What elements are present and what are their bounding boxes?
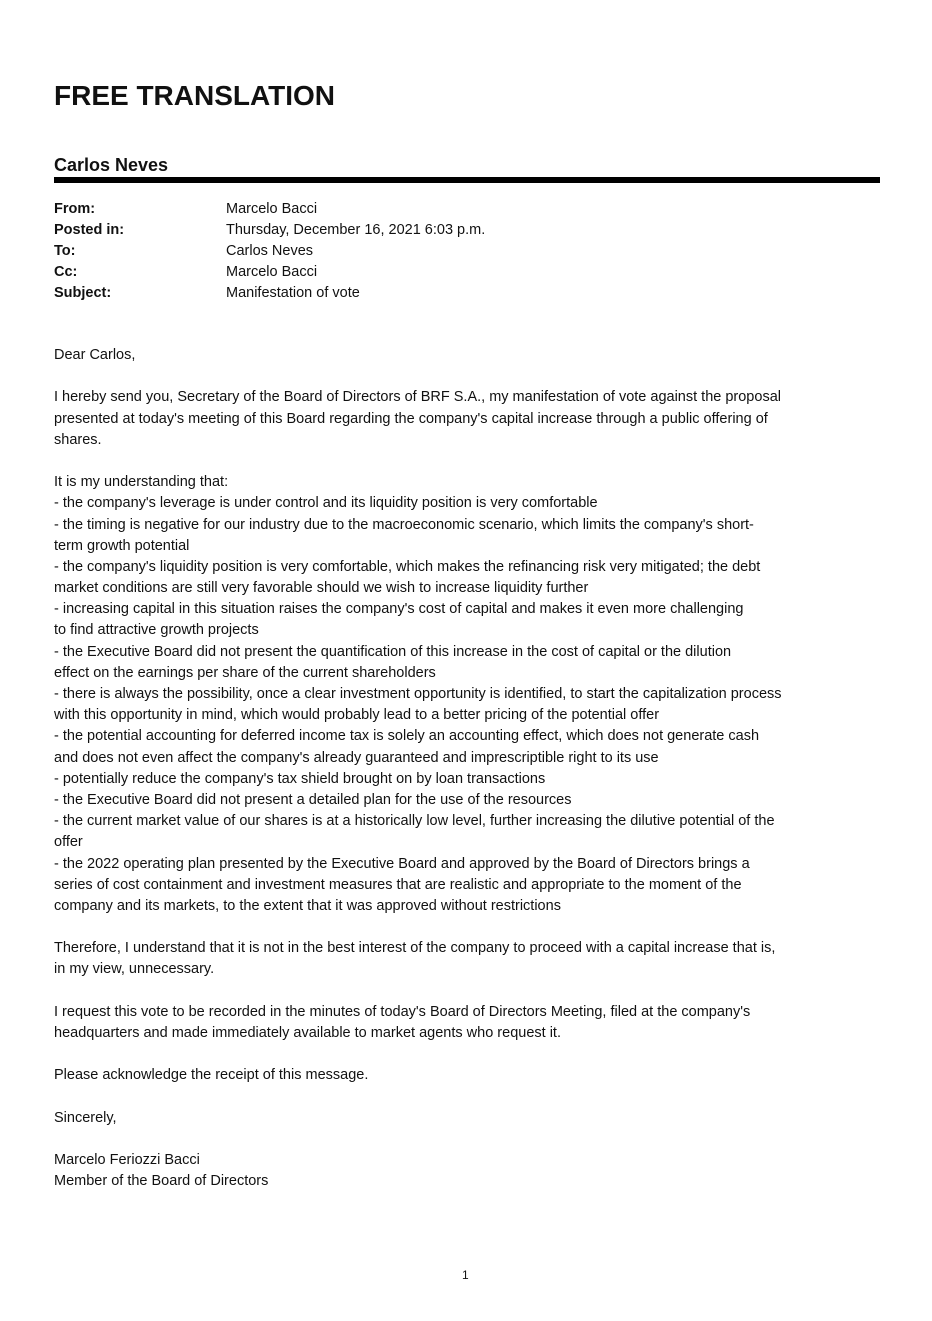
- text-line: - the company's leverage is under control and its liquidity position is very comfortable: [54, 495, 598, 512]
- header-label: To:: [54, 243, 76, 259]
- text-line: company and its markets, to the extent that it was approved without restrictions: [54, 897, 561, 914]
- text-line: Therefore, I understand that it is not in the best interest of the company to proceed with a capital increase that is,: [54, 940, 776, 957]
- text-line: - the 2022 operating plan presented by the Executive Board and approved by the Board of Directors brings a: [54, 855, 750, 872]
- heading-divider: [54, 177, 880, 183]
- header-value: Thursday, December 16, 2021 6:03 p.m.: [226, 222, 486, 238]
- text-line: - there is always the possibility, once a clear investment opportunity is identified, to start the capitalization process: [54, 686, 782, 702]
- email-header: [54, 199, 485, 304]
- text-line: term growth potential: [54, 537, 190, 554]
- request-paragraph: [54, 1002, 884, 1044]
- text-line: - the timing is negative for our industry due to the macroeconomic scenario, which limits the company's short-: [54, 516, 754, 533]
- text-line: - the company's liquidity position is very comfortable, which makes the refinancing risk very mitigated; the debt: [54, 558, 761, 575]
- text-line: - potentially reduce the company's tax shield brought on by loan transactions: [54, 770, 546, 787]
- text-line: I hereby send you, Secretary of the Board of Directors of BRF S.A., my manifestation of vote against the proposal: [54, 389, 781, 406]
- recipient-heading: Carlos Neves: [54, 155, 169, 175]
- text-line: offer: [54, 834, 83, 851]
- text-line: presented at today's meeting of this Board regarding the company's capital increase through a public offering of: [54, 410, 768, 427]
- understanding-heading: It is my understanding that:: [54, 474, 229, 491]
- text-line: - the Executive Board did not present the quantification of this increase in the cost of capital or the dilution: [54, 643, 732, 660]
- header-from: [54, 199, 485, 220]
- intro-paragraph: [54, 387, 884, 451]
- closing: Sincerely,: [54, 1109, 117, 1126]
- header-value: Marcelo Bacci: [226, 264, 318, 280]
- header-value: Manifestation of vote: [226, 285, 360, 301]
- header-subject: [54, 283, 485, 304]
- text-line: - the Executive Board did not present a detailed plan for the use of the resources: [54, 791, 572, 808]
- text-line: - the current market value of our shares is at a historically low level, further increasing the dilutive potential of the: [54, 813, 775, 830]
- text-line: headquarters and made immediately available to market agents who request it.: [54, 1025, 561, 1041]
- header-label: Cc:: [54, 264, 78, 280]
- header-to: [54, 241, 485, 262]
- text-line: shares.: [54, 431, 102, 448]
- text-line: and does not even affect the company's already guaranteed and imprescriptible right to its use: [54, 749, 659, 766]
- header-label: Posted in:: [54, 222, 125, 238]
- greeting: Dear Carlos,: [54, 347, 136, 363]
- header-cc: [54, 262, 485, 283]
- header-label: From:: [54, 201, 96, 217]
- text-line: with this opportunity in mind, which would probably lead to a better pricing of the potential offer: [54, 707, 660, 724]
- document-title: FREE TRANSLATION: [54, 80, 336, 111]
- letter-body: [54, 345, 884, 1193]
- header-value: Marcelo Bacci: [226, 201, 318, 217]
- points-list: [54, 493, 884, 917]
- text-line: market conditions are still very favorable should we wish to increase liquidity further: [54, 580, 589, 597]
- conclusion-paragraph: [54, 938, 884, 980]
- signature-title: Member of the Board of Directors: [54, 1173, 269, 1190]
- text-line: to find attractive growth projects: [54, 622, 259, 639]
- signature-name: Marcelo Feriozzi Bacci: [54, 1152, 200, 1169]
- page-number: 1: [462, 1268, 469, 1282]
- text-line: series of cost containment and investment measures that are realistic and appropriate to the moment of the: [54, 876, 742, 893]
- text-line: effect on the earnings per share of the current shareholders: [54, 664, 436, 681]
- header-label: Subject:: [54, 285, 112, 301]
- text-line: - increasing capital in this situation raises the company's cost of capital and makes it even more challenging: [54, 601, 744, 618]
- acknowledge-line: Please acknowledge the receipt of this message.: [54, 1067, 369, 1084]
- text-line: in my view, unnecessary.: [54, 961, 215, 978]
- header-value: Carlos Neves: [226, 243, 314, 259]
- text-line: I request this vote to be recorded in the minutes of today's Board of Directors Meeting, filed at the company's: [54, 1003, 751, 1020]
- header-posted: [54, 220, 485, 241]
- text-line: - the potential accounting for deferred income tax is solely an accounting effect, which does not generate cash: [54, 728, 760, 745]
